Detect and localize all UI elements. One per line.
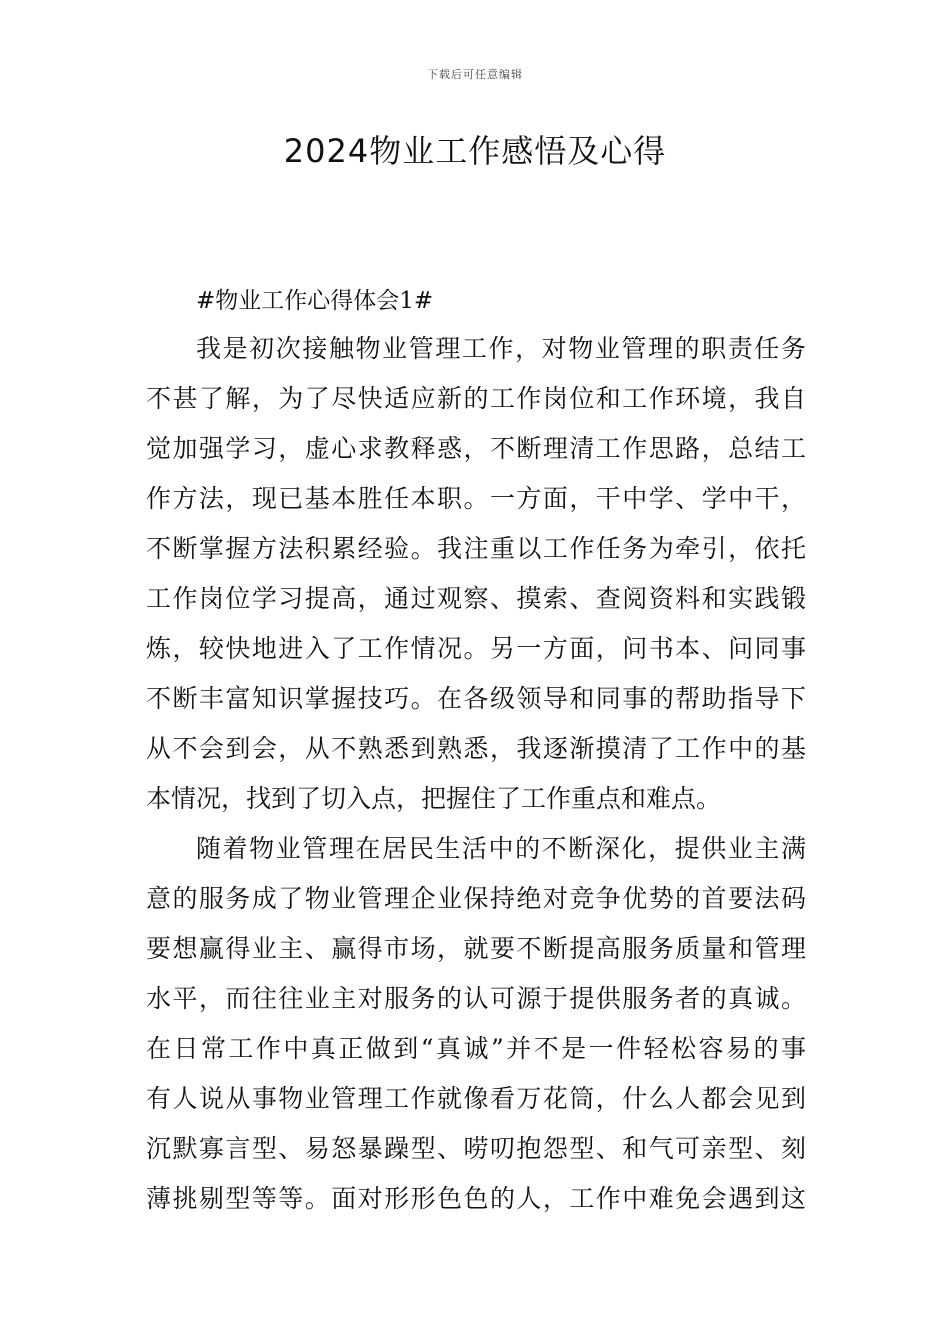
paragraph-1-line: 本情况，找到了切入点，把握住了工作重点和难点。 — [146, 784, 722, 813]
paragraph-2-line: 在日常工作中真正做到“真诚”并不是一件轻松容易的事 — [146, 1034, 806, 1063]
paragraph-2-line: 薄挑剔型等等。面对形形色色的人，工作中难免会遇到这 — [146, 1184, 806, 1213]
paragraph-2-line: 随着物业管理在居民生活中的不断深化，提供业主满 — [196, 834, 806, 863]
paragraph-2-line: 意的服务成了物业管理企业保持绝对竞争优势的首要法码 — [146, 884, 806, 913]
paragraph-2-line: 水平，而往往业主对服务的认可源于提供服务者的真诚。 — [146, 984, 806, 1013]
paragraph-2-line: 沉默寡言型、易怒暴躁型、唠叨抱怨型、和气可亲型、刻 — [146, 1134, 806, 1163]
paragraph-1-line: 作方法，现已基本胜任本职。一方面，干中学、学中干， — [146, 484, 806, 513]
paragraph-1-line: 不断丰富知识掌握技巧。在各级领导和同事的帮助指导下 — [146, 684, 806, 713]
paragraph-2-line: 要想赢得业主、赢得市场，就要不断提高服务质量和管理 — [146, 934, 806, 963]
paragraph-1-line: 觉加强学习，虚心求教释惑，不断理清工作思路，总结工 — [146, 434, 806, 463]
paragraph-1-line: 炼，较快地进入了工作情况。另一方面，问书本、问同事 — [146, 634, 806, 663]
document-title: 2024物业工作感悟及心得 — [283, 132, 667, 170]
paragraph-2-line: 有人说从事物业管理工作就像看万花筒，什么人都会见到 — [146, 1084, 806, 1113]
paragraph-1-line: 不断掌握方法积累经验。我注重以工作任务为牵引，依托 — [146, 534, 806, 563]
paragraph-1-line: 不甚了解，为了尽快适应新的工作岗位和工作环境，我自 — [146, 384, 806, 413]
paragraph-1-line: 从不会到会，从不熟悉到熟悉，我逐渐摸清了工作中的基 — [146, 734, 806, 763]
paragraph-1-line: 我是初次接触物业管理工作，对物业管理的职责任务 — [196, 334, 806, 363]
section-heading: #物业工作心得体会1# — [196, 288, 434, 314]
paragraph-1-line: 工作岗位学习提高，通过观察、摸索、查阅资料和实践锻 — [146, 584, 806, 613]
header-note: 下载后可任意编辑 — [427, 68, 523, 81]
